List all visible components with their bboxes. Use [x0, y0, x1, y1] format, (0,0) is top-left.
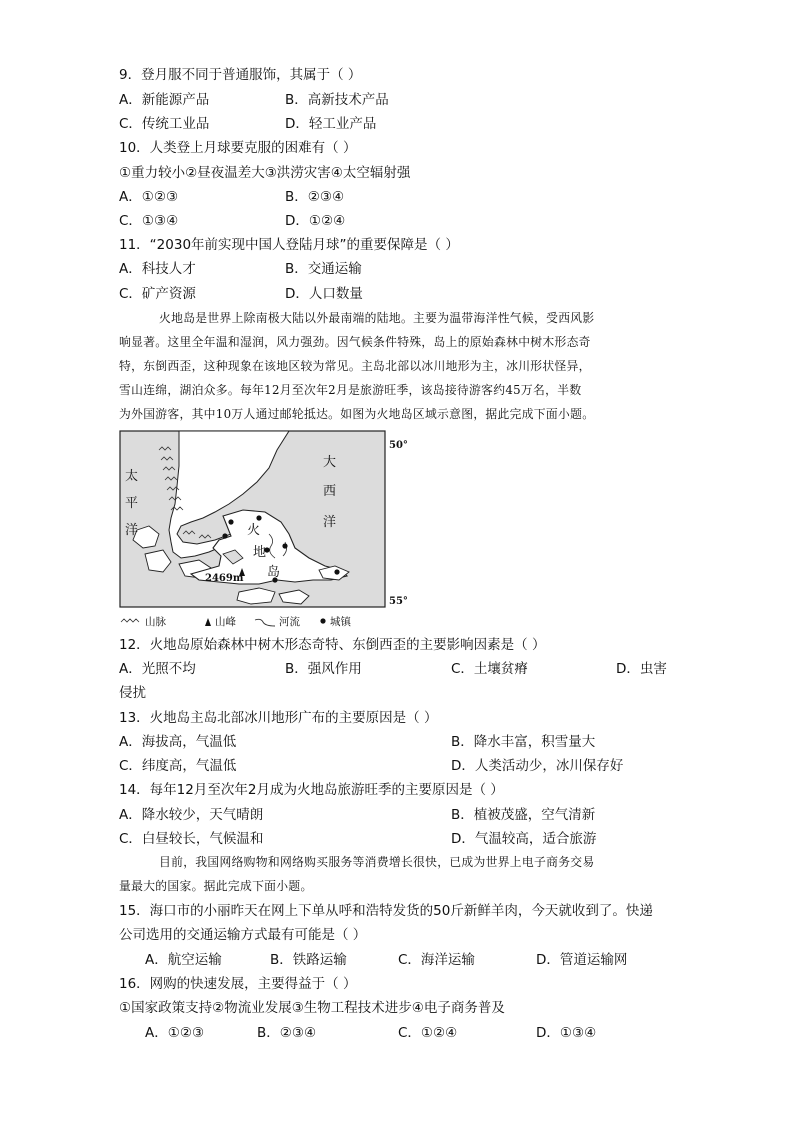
q9-stem: 9．登月服不同于普通服饰，其属于（ ） [119, 67, 362, 83]
q16-option-a[interactable]: A．①②③ [145, 1025, 205, 1041]
island-label-3: 岛 [267, 565, 281, 580]
q12-option-d-continued: 侵扰 [119, 685, 146, 701]
material1-line4: 雪山连绵，湖泊众多。每年12月至次年2月是旅游旺季，该岛接待游客约45万名，半数 [119, 383, 582, 397]
q11-stem: 11．“2030年前实现中国人登陆月球”的重要保障是（ ） [119, 237, 459, 253]
town-dot [222, 533, 227, 538]
q10-option-c[interactable]: C．①③④ [119, 213, 179, 229]
q15-stem-line2: 公司选用的交通运输方式最有可能是（ ） [119, 927, 367, 943]
q16-stem: 16．网购的快速发展，主要得益于（ ） [119, 976, 357, 992]
island-label-2: 地 [253, 545, 267, 560]
town-dot [256, 515, 261, 520]
legend-river: 河流 [279, 616, 300, 628]
q10-option-d[interactable]: D．①②④ [285, 213, 346, 229]
pacific-label-2: 平 [125, 496, 139, 511]
lat-top-label: 50° [389, 440, 408, 451]
q12-option-c[interactable]: C．土壤贫瘠 [451, 661, 528, 677]
atlantic-label-2: 西 [323, 484, 337, 499]
q10-stem: 10．人类登上月球要克服的困难有（ ） [119, 140, 357, 156]
q10-option-a[interactable]: A．①②③ [119, 189, 179, 205]
atlantic-label-1: 大 [323, 455, 337, 470]
town-dot [334, 569, 339, 574]
q13-option-a[interactable]: A．海拔高，气温低 [119, 734, 237, 750]
peak-label: 2469m [205, 573, 244, 584]
legend-mountain-icon [121, 619, 139, 622]
q9-option-c[interactable]: C．传统工业品 [119, 116, 210, 132]
q15-option-c[interactable]: C．海洋运输 [398, 952, 475, 968]
q13-option-b[interactable]: B．降水丰富，积雪量大 [451, 734, 596, 750]
material1-line5: 为外国游客，其中10万人通过邮轮抵达。如图为火地岛区域示意图，据此完成下面小题。 [119, 407, 595, 421]
q14-option-c[interactable]: C．白昼较长，气候温和 [119, 831, 264, 847]
q11-option-b[interactable]: B．交通运输 [285, 261, 362, 277]
q12-option-a[interactable]: A．光照不均 [119, 661, 196, 677]
legend-mountain: 山脉 [145, 616, 166, 628]
q14-option-a[interactable]: A．降水较少，天气晴朗 [119, 807, 264, 823]
material-tierra-del-fuego [119, 306, 679, 426]
q13-option-d[interactable]: D．人类活动少，冰川保存好 [451, 758, 624, 774]
q10-option-b[interactable]: B．②③④ [285, 189, 345, 205]
pacific-label-1: 太 [125, 469, 139, 484]
legend-peak: 山峰 [215, 616, 236, 628]
legend-town: 城镇 [330, 616, 351, 628]
q15-option-b[interactable]: B．铁路运输 [270, 952, 347, 968]
material2-line1: 目前，我国网络购物和网络购买服务等消费增长很快，已成为世界上电子商务交易 [159, 855, 595, 869]
q15-stem-line1: 15．海口市的小丽昨天在网上下单从呼和浩特发货的50斤新鲜羊肉，今天就收到了。快递 [119, 903, 653, 919]
q15-option-d[interactable]: D．管道运输网 [536, 952, 628, 968]
q10-items: ①重力较小②昼夜温差大③洪涝灾害④太空辐射强 [119, 165, 411, 181]
lat-bottom-label: 55° [389, 596, 408, 607]
q14-option-b[interactable]: B．植被茂盛，空气清新 [451, 807, 596, 823]
q15-option-a[interactable]: A．航空运输 [145, 952, 222, 968]
q9-option-b[interactable]: B．高新技术产品 [285, 92, 389, 108]
q11-option-a[interactable]: A．科技人才 [119, 261, 196, 277]
material1-line2: 响显著。这里全年温和湿润，风力强劲。因气候条件特殊，岛上的原始森林中树木形态奇 [119, 335, 591, 349]
q9-option-a[interactable]: A．新能源产品 [119, 92, 210, 108]
legend-river-icon [255, 619, 275, 626]
legend-peak-icon [205, 618, 211, 626]
town-dot [228, 519, 233, 524]
q11-option-c[interactable]: C．矿产资源 [119, 286, 196, 302]
map-svg [119, 430, 419, 630]
q16-option-d[interactable]: D．①③④ [536, 1025, 597, 1041]
q14-stem: 14．每年12月至次年2月成为火地岛旅游旺季的主要原因是（ ） [119, 782, 504, 798]
q12-stem: 12．火地岛原始森林中树木形态奇特、东倒西歪的主要影响因素是（ ） [119, 637, 546, 653]
material-ecommerce [119, 850, 679, 898]
q13-option-c[interactable]: C．纬度高，气温低 [119, 758, 237, 774]
q16-option-c[interactable]: C．①②④ [398, 1025, 458, 1041]
atlantic-label-3: 洋 [323, 515, 337, 530]
q12-option-d[interactable]: D．虫害 [616, 661, 667, 677]
tierra-del-fuego-map [119, 430, 419, 630]
q14-option-d[interactable]: D．气温较高，适合旅游 [451, 831, 597, 847]
q12-option-b[interactable]: B．强风作用 [285, 661, 362, 677]
legend-town-icon [320, 618, 325, 623]
material1-line1: 火地岛是世界上除南极大陆以外最南端的陆地。主要为温带海洋性气候，受西风影 [159, 311, 595, 325]
material1-line3: 特，东倒西歪，这种现象在该地区较为常见。主岛北部以冰川地形为主，冰川形状怪异， [119, 359, 591, 373]
q16-option-b[interactable]: B．②③④ [257, 1025, 317, 1041]
q9-option-d[interactable]: D．轻工业产品 [285, 116, 377, 132]
q11-option-d[interactable]: D．人口数量 [285, 286, 363, 302]
island-label-1: 火 [247, 523, 261, 538]
pacific-label-3: 洋 [125, 523, 139, 538]
material2-line2: 量最大的国家。据此完成下面小题。 [119, 879, 313, 893]
map-legend [121, 615, 352, 628]
q13-stem: 13．火地岛主岛北部冰川地形广布的主要原因是（ ） [119, 710, 438, 726]
q16-items: ①国家政策支持②物流业发展③生物工程技术进步④电子商务普及 [119, 1000, 505, 1016]
town-dot [282, 543, 287, 548]
